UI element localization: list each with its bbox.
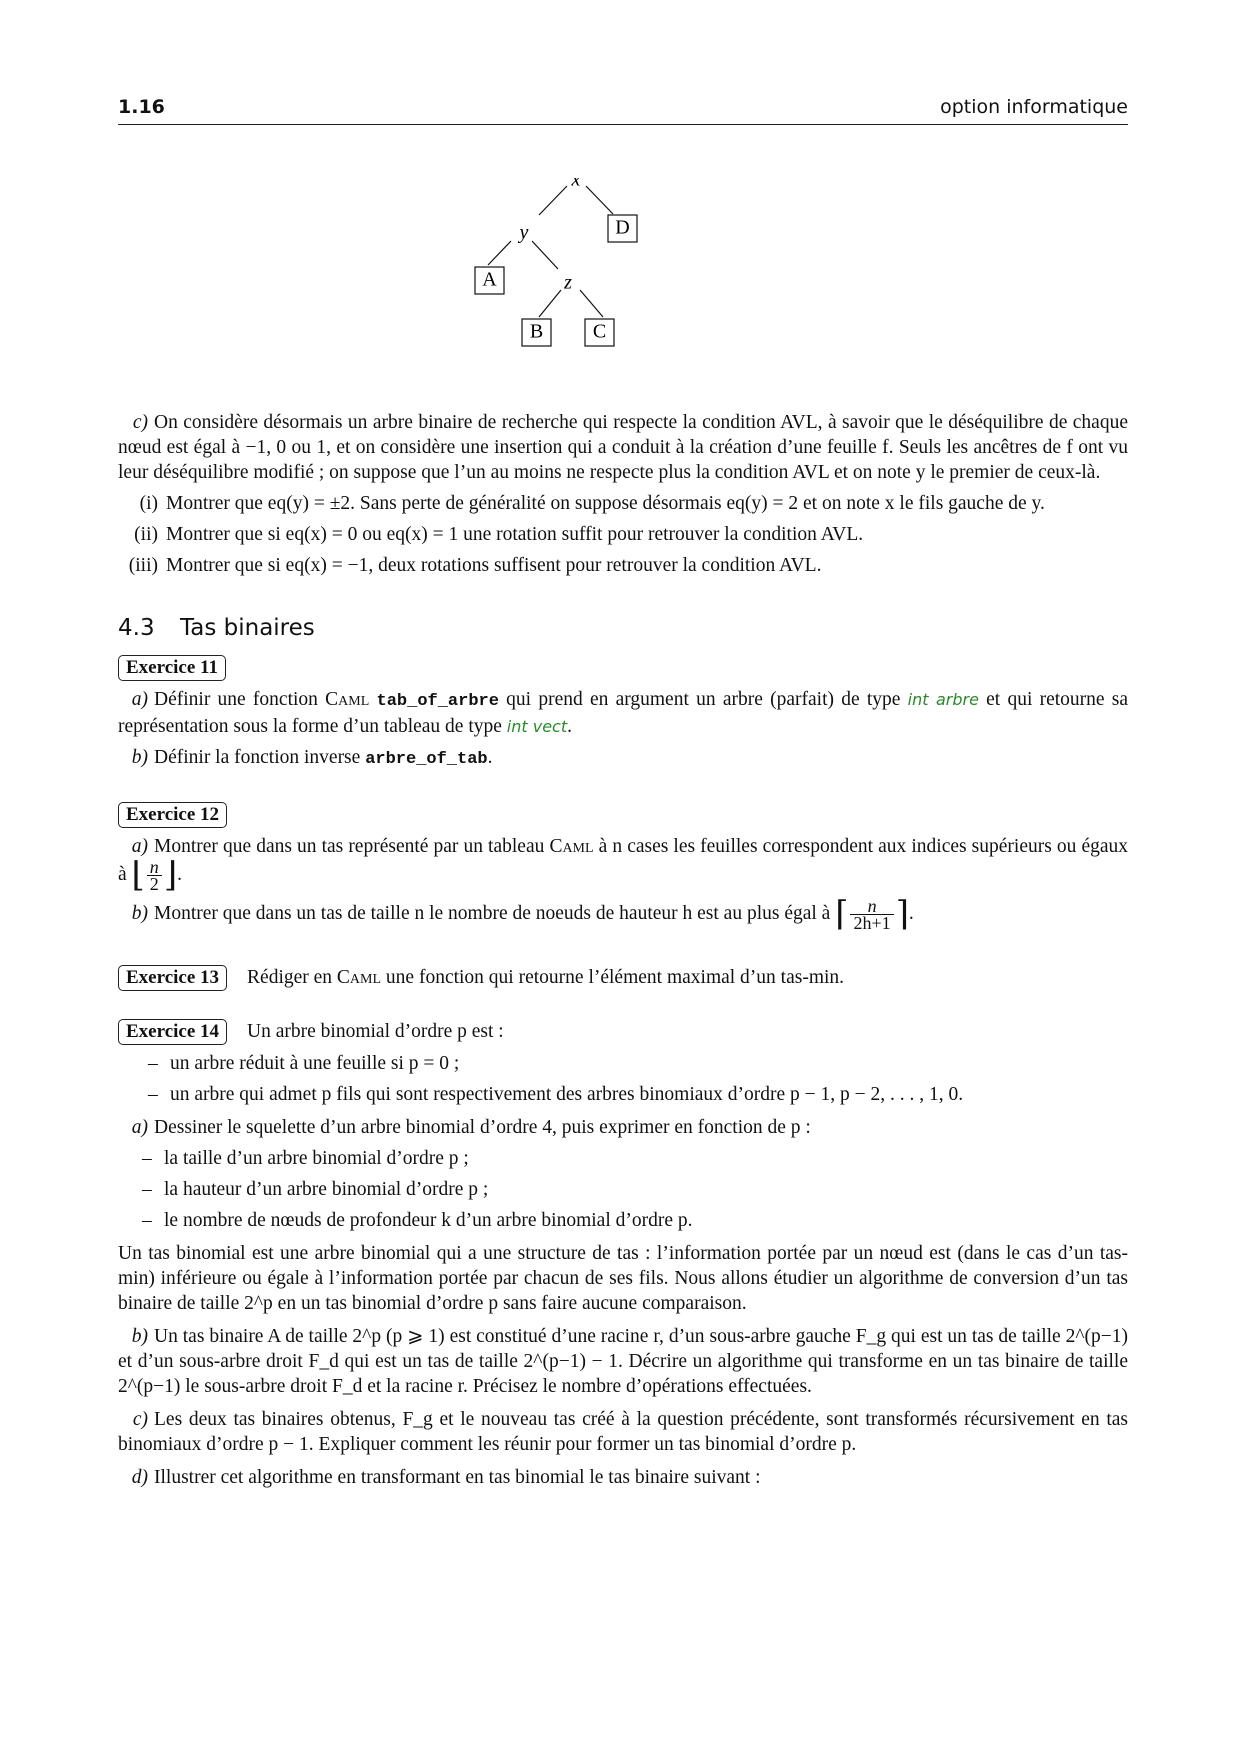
edge-x-y bbox=[539, 186, 567, 215]
node-a: A bbox=[482, 268, 497, 291]
numerator: n bbox=[149, 857, 159, 877]
edge-y-z bbox=[532, 241, 558, 269]
list-item: – un arbre réduit à une feuille si p = 0 ; bbox=[118, 1051, 1128, 1076]
text: Définir la fonction inverse bbox=[154, 747, 361, 768]
question-label: c) bbox=[132, 1409, 148, 1430]
sub-text: Montrer que eq(y) = ±2. Sans perte de généralité on suppose désormais eq(y) = 2 et on note x le fils gauche de y. bbox=[166, 493, 1045, 514]
sub-label: (i) bbox=[139, 493, 158, 514]
floor-left: ⌊ bbox=[131, 857, 145, 894]
node-d: D bbox=[615, 216, 630, 239]
text: . bbox=[567, 716, 572, 737]
exercise-14 bbox=[118, 1019, 1128, 1490]
question-label: b) bbox=[131, 902, 148, 924]
node-y: y bbox=[519, 221, 529, 244]
text: Un tas binaire A de taille 2^p (p ⩾ 1) est constitué d’une racine r, d’un sous-arbre gauche F_g qui est un tas de taille 2^(p−1) et d’un sous-arbre droit F_d qui est un tas de taille 2^(p−1) − 1. Décrire un algorithme qui transforme en un tas binaire de taille 2^(p−1) le sous-arbre droit F_d et la racine r. Précisez le nombre d’opérations effectuées. bbox=[118, 1326, 1128, 1397]
exercise-14-d bbox=[118, 1465, 1128, 1490]
question-c bbox=[118, 410, 1128, 485]
caml-name: Caml bbox=[325, 689, 370, 710]
sub-text: Montrer que si eq(x) = 0 ou eq(x) = 1 une rotation suffit pour retrouver la condition AVL. bbox=[166, 524, 864, 545]
node-z: z bbox=[564, 271, 572, 294]
edge-z-b bbox=[539, 290, 561, 317]
exercise-11-b bbox=[118, 745, 1128, 772]
text: Les deux tas binaires obtenus, F_g et le nouveau tas créé à la question précédente, sont transformés récursivement en tas binomiaux d’ordre p − 1. Expliquer comment les réunir pour former un tas binomial d’ordre p. bbox=[118, 1409, 1128, 1455]
sub-question-i bbox=[118, 491, 1128, 516]
tree-diagram bbox=[118, 178, 1128, 408]
edge-x-d bbox=[586, 186, 613, 214]
code-function: tab_of_arbre bbox=[376, 692, 499, 711]
running-title: option informatique bbox=[940, 96, 1128, 118]
type-name: int arbre bbox=[907, 690, 979, 709]
question-label: a) bbox=[131, 836, 148, 857]
edge-y-a bbox=[488, 241, 511, 265]
exercise-14-a bbox=[118, 1115, 1128, 1140]
section-title: Tas binaires bbox=[180, 615, 315, 641]
section-number: 4.3 bbox=[118, 615, 155, 641]
question-label: d) bbox=[131, 1467, 148, 1488]
exercise-13 bbox=[118, 965, 1128, 991]
question-label: a) bbox=[131, 689, 148, 710]
list-item: – un arbre qui admet p fils qui sont respectivement des arbres binomiaux d’ordre p − 1, p − 2, . . . , 1, 0. bbox=[118, 1082, 1128, 1107]
ceil-left: ⌈ bbox=[835, 896, 849, 933]
node-c: C bbox=[592, 320, 607, 343]
exercise-title: Exercice 12 bbox=[118, 802, 227, 828]
caml-name: Caml bbox=[549, 836, 594, 857]
text: Rédiger en bbox=[247, 967, 333, 988]
floor-right: ⌋ bbox=[163, 857, 178, 894]
text: Illustrer cet algorithme en transformant en tas binomial le tas binaire suivant : bbox=[154, 1467, 761, 1488]
text: à n cases les feuilles correspondent aux indices supérieurs ou égaux à bbox=[118, 836, 1129, 885]
numerator: n bbox=[867, 896, 877, 916]
text: une fonction qui retourne l’élément maximal d’un tas-min. bbox=[385, 967, 845, 988]
text: Un arbre binomial d’ordre p est : bbox=[247, 1021, 504, 1042]
fraction bbox=[850, 898, 893, 931]
caml-name: Caml bbox=[336, 967, 382, 988]
page-number: 1.16 bbox=[118, 96, 165, 118]
section-heading bbox=[118, 616, 1128, 641]
type-name: int vect bbox=[506, 717, 568, 736]
node-b: B bbox=[529, 320, 544, 343]
sub-label: (iii) bbox=[128, 555, 158, 576]
text: et qui retourne sa représentation sous la forme d’un tableau de type bbox=[118, 689, 1129, 737]
sub-label: (ii) bbox=[134, 524, 158, 545]
list-item: – la hauteur d’un arbre binomial d’ordre p ; bbox=[118, 1177, 1128, 1202]
text: Dessiner le squelette d’un arbre binomial d’ordre 4, puis exprimer en fonction de p : bbox=[154, 1117, 811, 1138]
exercise-12 bbox=[118, 802, 1128, 931]
sub-question-iii bbox=[118, 553, 1128, 578]
page-header bbox=[118, 96, 1128, 125]
text: Montrer que dans un tas représenté par un tableau bbox=[154, 836, 545, 857]
edge-z-c bbox=[580, 290, 603, 317]
question-label: b) bbox=[131, 747, 148, 768]
text: Montrer que dans un tas de taille n le nombre de noeuds de hauteur h est au plus égal à bbox=[154, 902, 831, 924]
exercise-14-c bbox=[118, 1407, 1128, 1457]
list-item: – le nombre de nœuds de profondeur k d’un arbre binomial d’ordre p. bbox=[118, 1208, 1128, 1233]
list-item: – la taille d’un arbre binomial d’ordre p ; bbox=[118, 1146, 1128, 1171]
code-function: arbre_of_tab bbox=[365, 750, 488, 769]
sub-text: Montrer que si eq(x) = −1, deux rotations suffisent pour retrouver la condition AVL. bbox=[166, 555, 822, 576]
ceil-right: ⌉ bbox=[895, 896, 909, 933]
exercise-12-b: b) Montrer que dans un tas de taille n le nombre de noeuds de hauteur h est au plus égal à ⌈ $\frac{n}{2h+1}$ ⌉. bbox=[118, 898, 1128, 931]
node-x: x bbox=[571, 178, 581, 191]
text: . bbox=[487, 747, 493, 768]
denominator: 2h+1 bbox=[850, 914, 893, 931]
exercise-14-b bbox=[118, 1324, 1128, 1399]
question-c-text: On considère désormais un arbre binaire de recherche qui respecte la condition AVL, à savoir que le déséquilibre de chaque nœud est égal à −1, 0 ou 1, et on considère une insertion qui a conduit à la création d’une feuille f. Seuls les ancêtres de f ont vu leur déséquilibre modifié ; on suppose que l’un au moins ne respecte plus la condition AVL et on note y le premier de ceux-là. bbox=[118, 412, 1128, 483]
exercise-11 bbox=[118, 655, 1128, 772]
text: Définir une fonction bbox=[154, 689, 318, 710]
question-label: b) bbox=[131, 1326, 148, 1347]
binomial-heap-paragraph: Un tas binomial est une arbre binomial qui a une structure de tas : l’information portée par un nœud est (dans le cas d’un tas-min) inférieure ou égale à l’information portée par chacun de ses fils. Nous allons étudier un algorithme de conversion d’un tas binaire de taille 2^p en un tas binomial d’ordre p sans faire aucune comparaison. bbox=[118, 1243, 1128, 1314]
sub-question-ii bbox=[118, 522, 1128, 547]
avl-tree-figure bbox=[118, 178, 1128, 408]
question-label: c) bbox=[132, 412, 148, 433]
exercise-12-a: a) Montrer que dans un tas représenté par un tableau Caml à n cases les feuilles correspondent aux indices supérieurs ou égaux à ⌊ $\frac{n}{2}$ ⌋. bbox=[118, 836, 1129, 894]
main-content bbox=[118, 410, 1128, 1490]
denominator: 2 bbox=[147, 875, 162, 892]
exercise-title: Exercice 13 bbox=[118, 965, 227, 991]
exercise-11-a bbox=[118, 687, 1128, 739]
question-label: a) bbox=[131, 1117, 148, 1138]
fraction bbox=[147, 859, 162, 892]
exercise-title: Exercice 11 bbox=[118, 655, 226, 681]
exercise-title: Exercice 14 bbox=[118, 1019, 227, 1045]
text: qui prend en argument un arbre (parfait) de type bbox=[506, 689, 901, 710]
